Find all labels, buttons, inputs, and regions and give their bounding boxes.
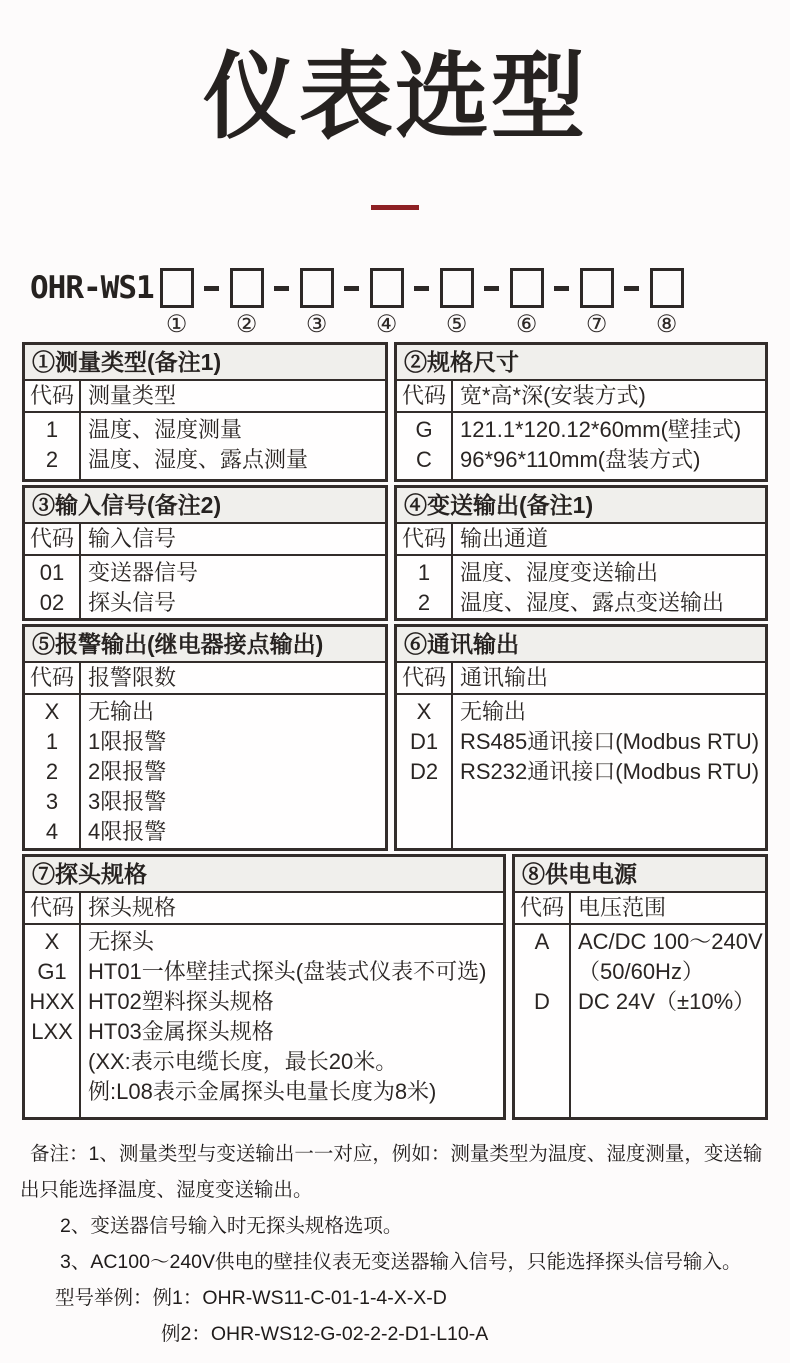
value-column: 121.1*120.12*60mm(壁挂式) 96*96*110mm(盘装方式) <box>460 417 742 473</box>
model-dash <box>404 268 440 308</box>
remarks <box>20 1136 770 1352</box>
value-column: 温度、湿度测量 温度、湿度、露点测量 <box>88 417 309 473</box>
model-position-label-2: ② <box>235 311 258 339</box>
section-transmit-output <box>394 485 768 621</box>
model-position-label-7: ⑦ <box>585 311 608 339</box>
code-column: 1 2 <box>397 556 453 618</box>
value-column: 变送器信号 探头信号 <box>88 560 199 616</box>
section-size-spec-title: ②规格尺寸 <box>397 345 765 381</box>
model-slot-7 <box>580 268 614 338</box>
col-header-value: 测量类型 <box>88 383 177 409</box>
model-dash <box>194 268 230 308</box>
model-slot-8 <box>650 268 684 338</box>
model-slot-2 <box>230 268 264 338</box>
model-dash <box>614 268 650 308</box>
section-transmit-output-title: ④变送输出(备注1) <box>397 488 765 524</box>
model-dash <box>474 268 510 308</box>
col-header-code: 代码 <box>25 381 81 411</box>
code-column: 01 02 <box>25 556 81 618</box>
section-input-signal-title: ③输入信号(备注2) <box>25 488 385 524</box>
model-example-2: 例2：OHR-WS12-G-02-2-2-D1-L10-A <box>161 1323 489 1346</box>
section-power-supply <box>512 854 768 1120</box>
model-slot-5 <box>440 268 474 338</box>
model-slot-1 <box>160 268 194 338</box>
section-comm-output-title: ⑥通讯输出 <box>397 627 765 663</box>
remark-1: 备注：1、测量类型与变送输出一一对应，例如：测量类型为温度、湿度测量，变送输出只能选择温度、湿度变送输出。 <box>20 1143 763 1202</box>
value-column: 温度、湿度变送输出 温度、湿度、露点变送输出 <box>460 560 725 616</box>
model-dash <box>264 268 300 308</box>
code-column: X G1 HXX LXX <box>25 925 81 1117</box>
code-column: G C <box>397 413 453 479</box>
col-header-code: 代码 <box>515 893 571 923</box>
model-examples-label: 型号举例： <box>55 1287 153 1310</box>
model-position-label-5: ⑤ <box>445 311 468 339</box>
remark-3: 3、AC100～240V供电的壁挂仪表无变送器输入信号，只能选择探头信号输入。 <box>60 1251 742 1274</box>
col-header-code: 代码 <box>397 524 453 554</box>
section-probe-spec-title: ⑦探头规格 <box>25 857 503 893</box>
section-measure-type-title: ①测量类型(备注1) <box>25 345 385 381</box>
value-column: 无输出 RS485通讯接口(Modbus RTU) RS232通讯接口(Modbus RTU) <box>460 699 760 785</box>
section-comm-output <box>394 624 768 851</box>
model-box-1 <box>160 268 194 308</box>
model-box-4 <box>370 268 404 308</box>
remark-2: 2、变送器信号输入时无探头规格选项。 <box>60 1215 403 1238</box>
section-probe-spec <box>22 854 506 1120</box>
section-alarm-output-title: ⑤报警输出(继电器接点输出) <box>25 627 385 663</box>
section-power-supply-title: ⑧供电电源 <box>515 857 765 893</box>
col-header-value: 输出通道 <box>460 526 549 552</box>
model-position-label-8: ⑧ <box>655 311 678 339</box>
model-code-diagram <box>30 268 790 338</box>
model-slot-3 <box>300 268 334 338</box>
col-header-value: 电压范围 <box>578 895 667 921</box>
col-header-code: 代码 <box>25 524 81 554</box>
model-position-label-6: ⑥ <box>515 311 538 339</box>
title-accent-underline <box>371 205 419 210</box>
section-size-spec <box>394 342 768 482</box>
code-column: 1 2 <box>25 413 81 479</box>
model-prefix: OHR-WS1 <box>30 270 154 307</box>
value-column: 无探头 HT01一体壁挂式探头(盘装式仪表不可选) HT02塑料探头规格 HT03金属探头规格 (XX:表示电缆长度，最长20米。 例:L08表示金属探头电量长度为8米) <box>88 929 487 1105</box>
code-column: A D <box>515 925 571 1117</box>
model-slot-6 <box>510 268 544 338</box>
section-input-signal <box>22 485 388 621</box>
col-header-code: 代码 <box>397 381 453 411</box>
model-slot-4 <box>370 268 404 338</box>
col-header-code: 代码 <box>25 893 81 923</box>
section-measure-type <box>22 342 388 482</box>
model-position-label-3: ③ <box>305 311 328 339</box>
model-dash <box>544 268 580 308</box>
col-header-value: 探头规格 <box>88 895 177 921</box>
value-column: 无输出 1限报警 2限报警 3限报警 4限报警 <box>88 699 167 845</box>
code-column: X 1 2 3 4 <box>25 695 81 848</box>
model-box-3 <box>300 268 334 308</box>
model-examples-line-1 <box>20 1280 770 1316</box>
model-box-7 <box>580 268 614 308</box>
col-header-code: 代码 <box>397 663 453 693</box>
page-title: 仪表选型 <box>202 44 587 149</box>
code-column: X D1 D2 <box>397 695 453 848</box>
model-box-6 <box>510 268 544 308</box>
col-header-value: 通讯输出 <box>460 665 549 691</box>
selection-tables-bottom <box>22 854 768 1120</box>
model-box-5 <box>440 268 474 308</box>
col-header-value: 输入信号 <box>88 526 177 552</box>
section-alarm-output <box>22 624 388 851</box>
value-column: AC/DC 100～240V （50/60Hz） DC 24V（±10%） <box>578 929 763 1015</box>
col-header-value: 宽*高*深(安装方式) <box>460 383 646 409</box>
selection-tables <box>22 342 768 851</box>
model-box-8 <box>650 268 684 308</box>
model-dash <box>334 268 370 308</box>
col-header-code: 代码 <box>25 663 81 693</box>
model-position-label-1: ① <box>165 311 188 339</box>
model-box-2 <box>230 268 264 308</box>
model-example-1: 例1：OHR-WS11-C-01-1-4-X-X-D <box>152 1287 447 1310</box>
model-position-label-4: ④ <box>375 311 398 339</box>
col-header-value: 报警限数 <box>88 665 177 691</box>
